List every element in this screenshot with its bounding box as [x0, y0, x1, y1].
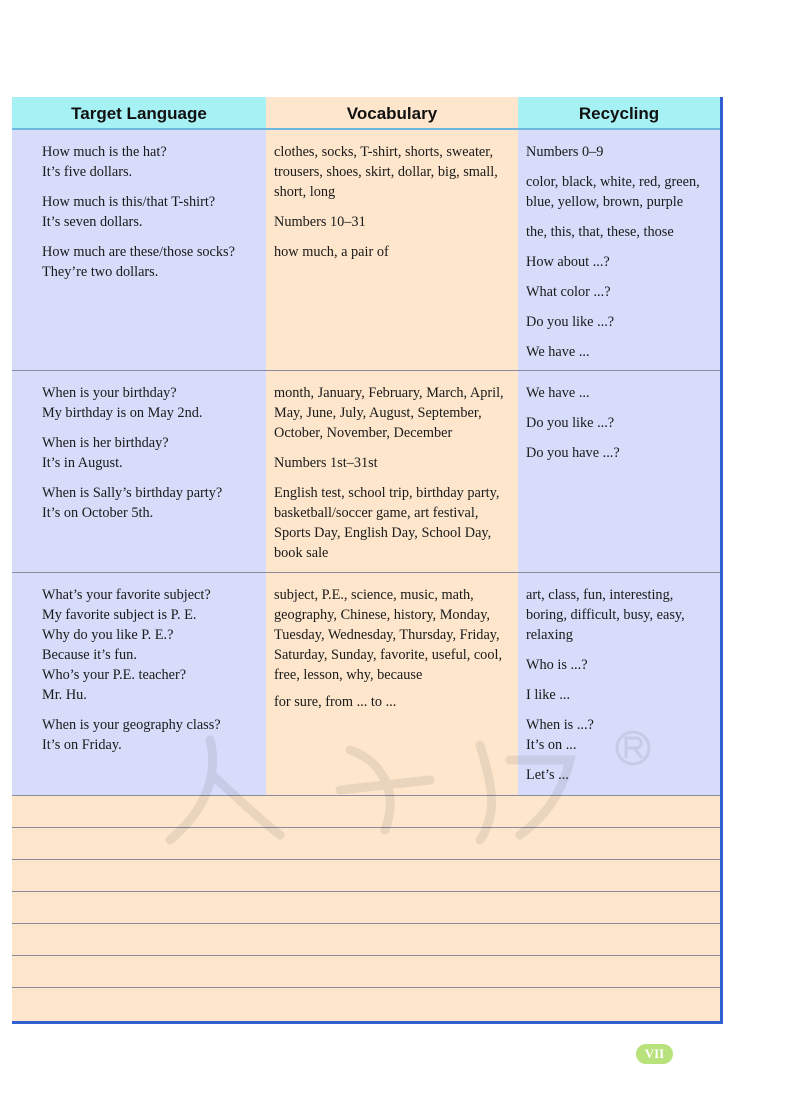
ruled-line — [12, 891, 720, 892]
text-line: free, lesson, why, because — [274, 667, 423, 683]
text-line: My favorite subject is P. E. — [42, 607, 197, 623]
recycling-group — [526, 252, 714, 272]
recycling-group — [526, 142, 714, 162]
table-row — [12, 370, 720, 573]
recycling-group — [526, 585, 714, 645]
recycling-group — [526, 342, 714, 362]
target-language-cell — [12, 130, 266, 370]
recycling-cell — [518, 573, 720, 796]
text-line: Do you like ...? — [526, 314, 615, 330]
vocabulary-cell — [266, 130, 518, 370]
text-line: We have ... — [526, 385, 590, 401]
text-line: It’s in August. — [42, 455, 123, 471]
text-line: Why do you like P. E.? — [42, 627, 174, 643]
recycling-group — [526, 282, 714, 302]
text-line: geography, Chinese, history, Monday, — [274, 607, 491, 623]
header-vocabulary: Vocabulary — [266, 97, 518, 130]
recycling-group — [526, 655, 714, 675]
text-line: English test, school trip, birthday party, — [274, 485, 500, 501]
text-line: Sports Day, English Day, School Day, — [274, 525, 492, 541]
text-line: It’s on Friday. — [42, 737, 122, 753]
sentence-pair — [42, 142, 258, 182]
text-line: color, black, white, red, green, — [526, 174, 700, 190]
text-line: May, June, July, August, September, — [274, 405, 482, 421]
text-line: When is your geography class? — [42, 717, 221, 733]
text-line: How much are these/those socks? — [42, 244, 235, 260]
sentence-pair — [42, 383, 258, 423]
text-line: Numbers 1st–31st — [274, 455, 378, 471]
text-line: How about ...? — [526, 254, 610, 270]
text-line: When is her birthday? — [42, 435, 169, 451]
text-line: Because it’s fun. — [42, 647, 137, 663]
text-line: relaxing — [526, 627, 573, 643]
ruled-line — [12, 827, 720, 828]
text-line: short, long — [274, 184, 336, 200]
text-line: Let’s ... — [526, 767, 569, 783]
table-header — [12, 97, 720, 130]
ruled-line — [12, 795, 720, 796]
text-line: I like ... — [526, 687, 571, 703]
text-line: clothes, socks, T-shirt, shorts, sweater, — [274, 144, 494, 160]
vocab-group — [274, 242, 512, 262]
text-line: How much is the hat? — [42, 144, 167, 160]
text-line: subject, P.E., science, music, math, — [274, 587, 474, 603]
vocab-group — [274, 692, 512, 712]
target-language-cell — [12, 573, 266, 796]
text-line: month, January, February, March, April, — [274, 385, 504, 401]
text-line: It’s five dollars. — [42, 164, 133, 180]
recycling-cell — [518, 130, 720, 370]
text-line: blue, yellow, brown, purple — [526, 194, 684, 210]
text-line: Who is ...? — [526, 657, 588, 673]
recycling-group — [526, 715, 714, 755]
text-line: It’s seven dollars. — [42, 214, 143, 230]
ruled-line — [12, 923, 720, 924]
syllabus-table — [12, 97, 723, 1024]
text-line: boring, difficult, busy, easy, — [526, 607, 685, 623]
recycling-group — [526, 172, 714, 212]
recycling-group — [526, 383, 714, 403]
text-line: It’s on ... — [526, 737, 577, 753]
page-number-badge: VII — [636, 1044, 673, 1064]
text-line: When is your birthday? — [42, 385, 177, 401]
text-line: book sale — [274, 545, 329, 561]
text-line: Mr. Hu. — [42, 687, 87, 703]
vocab-group — [274, 212, 512, 232]
recycling-group — [526, 765, 714, 785]
header-target-language: Target Language — [12, 97, 266, 130]
recycling-group — [526, 312, 714, 332]
recycling-group — [526, 413, 714, 433]
vocab-group — [274, 383, 512, 443]
recycling-cell — [518, 371, 720, 573]
vocab-group — [274, 585, 512, 685]
text-line: basketball/soccer game, art festival, — [274, 505, 479, 521]
sentence-pair — [42, 242, 258, 282]
text-line: My birthday is on May 2nd. — [42, 405, 203, 421]
text-line: art, class, fun, interesting, — [526, 587, 674, 603]
text-line: Who’s your P.E. teacher? — [42, 667, 187, 683]
text-line: the, this, that, these, those — [526, 224, 674, 240]
recycling-group — [526, 443, 714, 463]
text-line: for sure, from ... to ... — [274, 694, 397, 710]
text-line: Numbers 0–9 — [526, 144, 604, 160]
recycling-group — [526, 685, 714, 705]
vocab-group — [274, 142, 512, 202]
text-line: When is Sally’s birthday party? — [42, 485, 223, 501]
text-line: trousers, shoes, skirt, dollar, big, small, — [274, 164, 498, 180]
text-line: how much, a pair of — [274, 244, 389, 260]
vocabulary-cell — [266, 371, 518, 573]
text-line: It’s on October 5th. — [42, 505, 154, 521]
text-line: Do you have ...? — [526, 445, 620, 461]
text-line: October, November, December — [274, 425, 453, 441]
target-language-cell — [12, 371, 266, 573]
text-line: They’re two dollars. — [42, 264, 159, 280]
text-line: Do you like ...? — [526, 415, 615, 431]
text-line: When is ...? — [526, 717, 594, 733]
recycling-group — [526, 222, 714, 242]
sentence-group — [42, 585, 258, 705]
vocab-group — [274, 453, 512, 473]
text-line: What’s your favorite subject? — [42, 587, 211, 603]
sentence-pair — [42, 433, 258, 473]
table-row — [12, 572, 720, 796]
text-line: Tuesday, Wednesday, Thursday, Friday, — [274, 627, 500, 643]
sentence-pair — [42, 715, 258, 755]
ruled-line — [12, 859, 720, 860]
ruled-line — [12, 955, 720, 956]
text-line: Numbers 10–31 — [274, 214, 366, 230]
table-row — [12, 130, 720, 370]
text-line: What color ...? — [526, 284, 611, 300]
vocab-group — [274, 483, 512, 563]
sentence-pair — [42, 192, 258, 232]
header-recycling: Recycling — [518, 97, 720, 130]
ruled-line — [12, 987, 720, 988]
blank-ruled-area — [12, 795, 720, 1021]
text-line: How much is this/that T-shirt? — [42, 194, 216, 210]
sentence-pair — [42, 483, 258, 523]
text-line: Saturday, Sunday, favorite, useful, cool, — [274, 647, 503, 663]
text-line: We have ... — [526, 344, 590, 360]
vocabulary-cell — [266, 573, 518, 796]
